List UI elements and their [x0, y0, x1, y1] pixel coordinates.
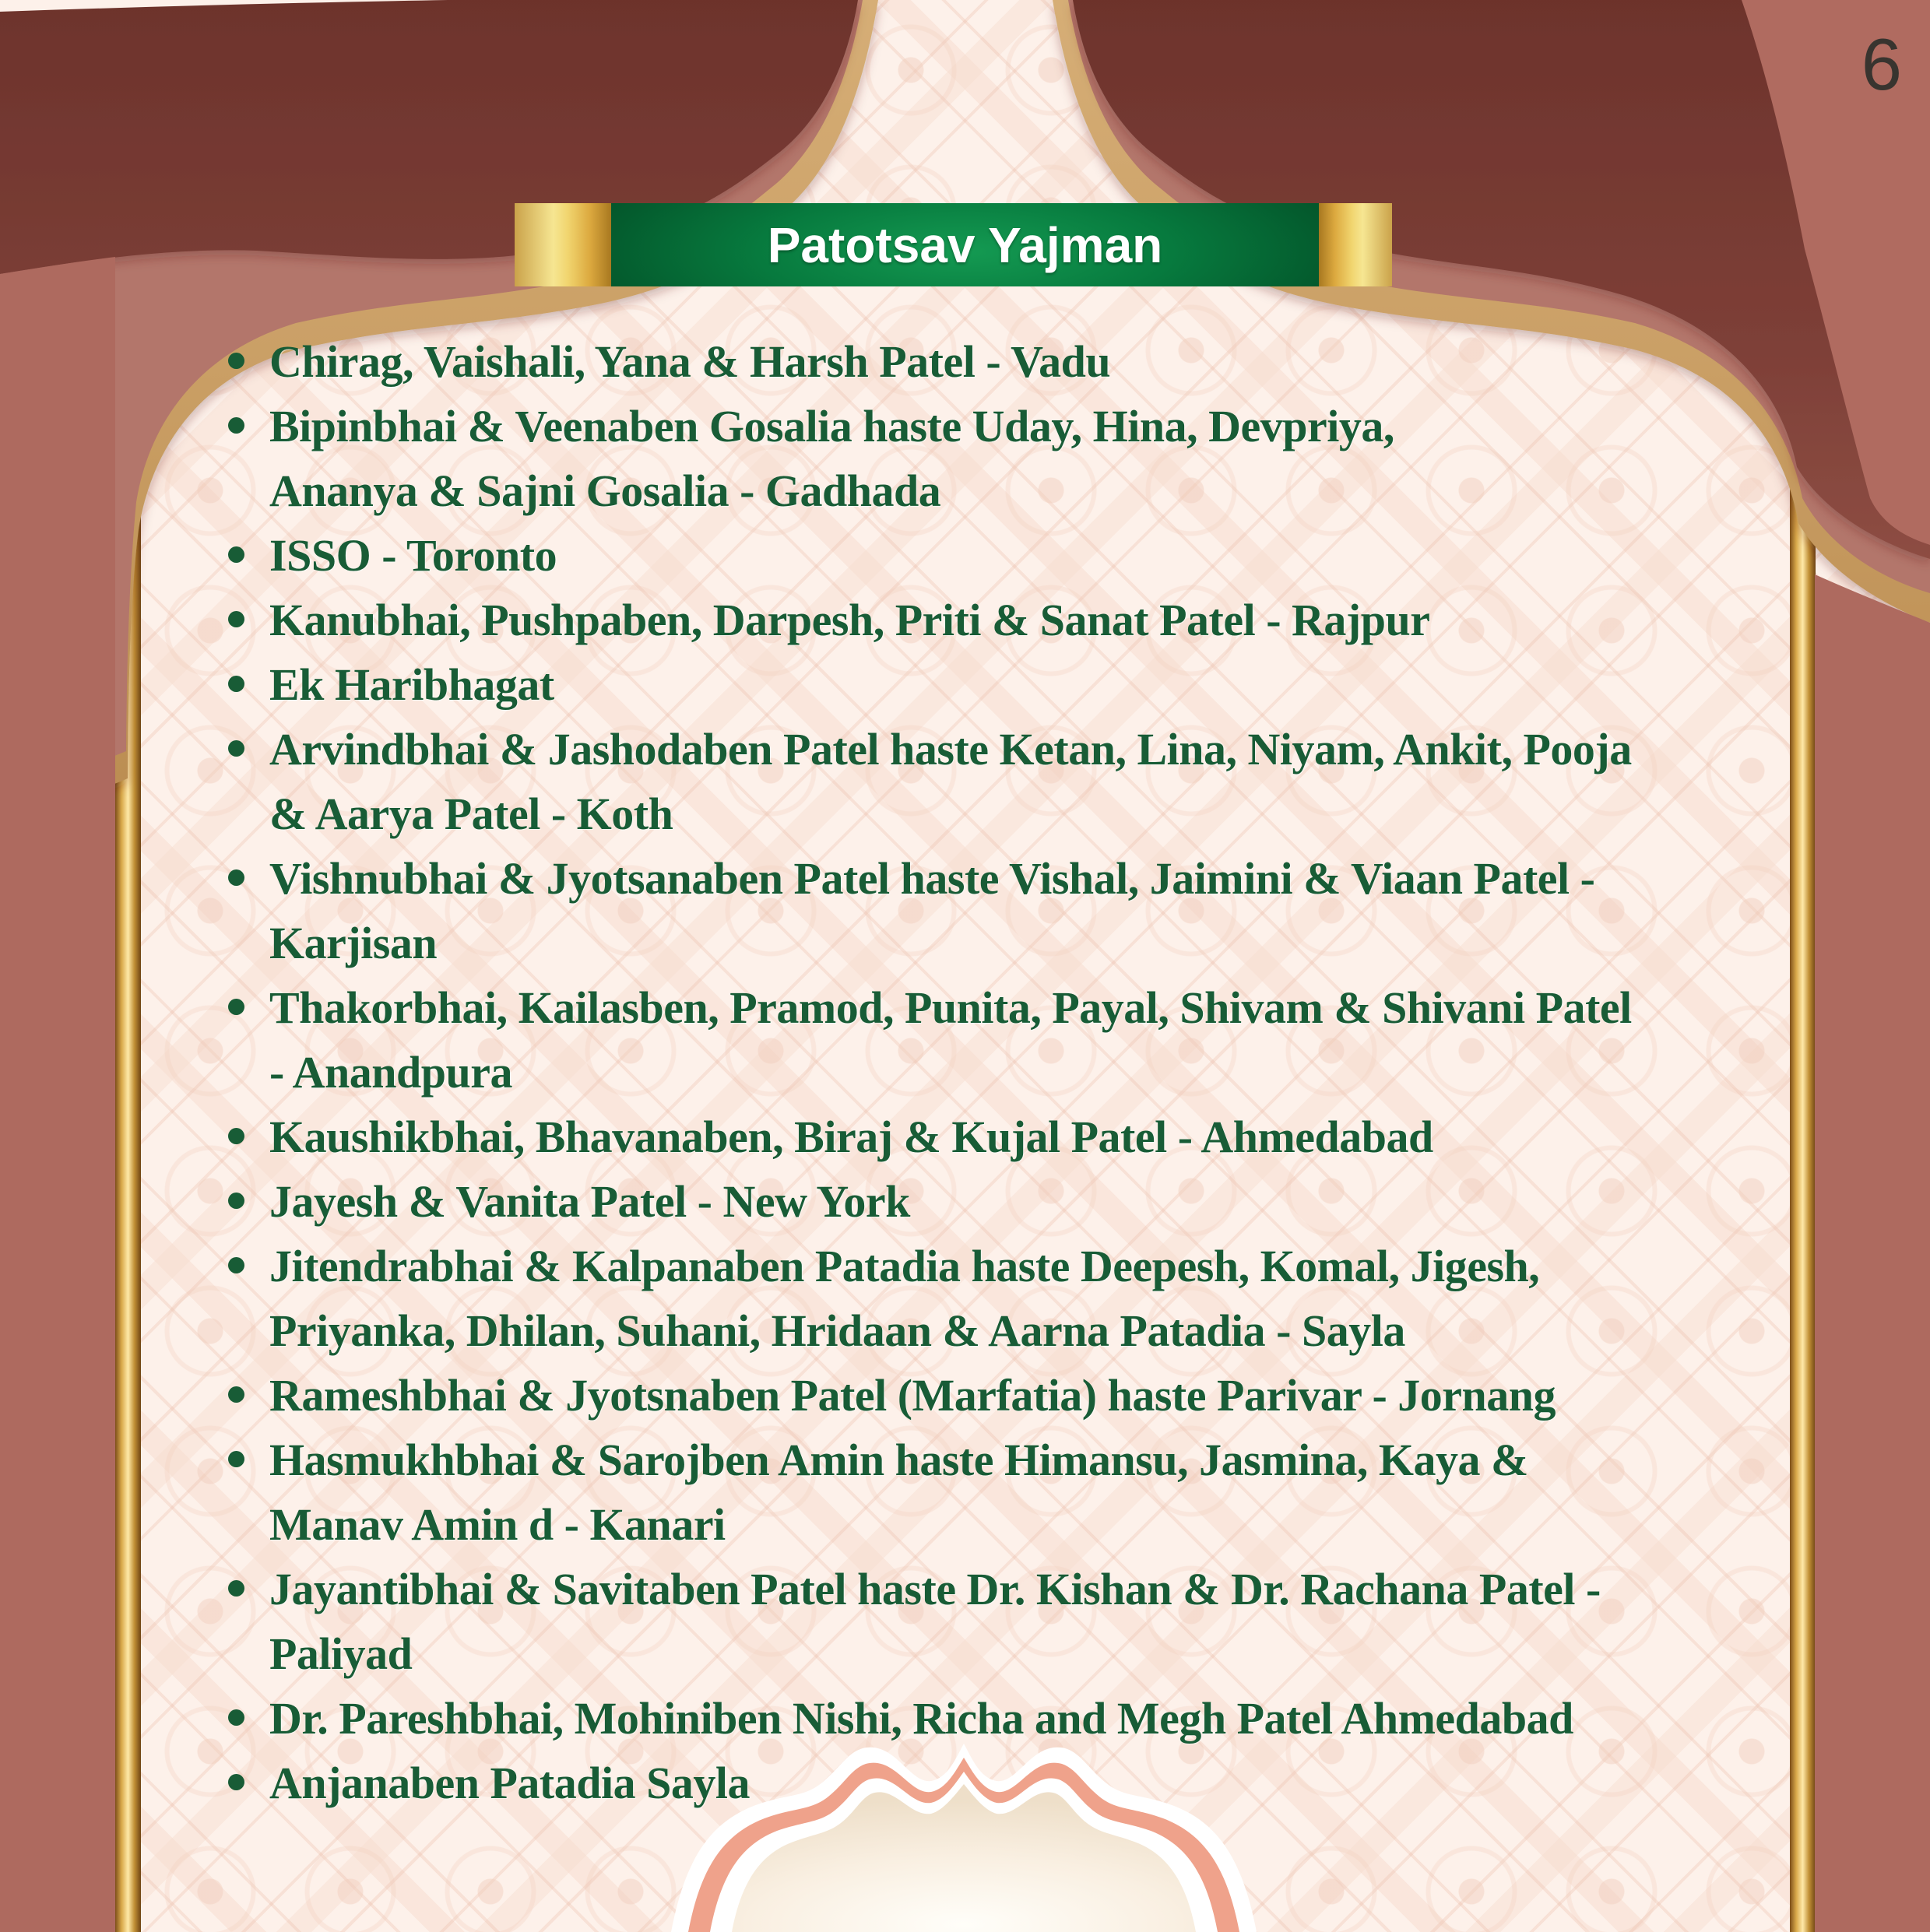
bullet-dot [228, 611, 244, 627]
list-item-line [228, 782, 1793, 846]
list-item-line [228, 523, 1793, 588]
list-item-text: Arvindbhai & Jashodaben Patel haste Ketan, Lina, Niyam, Ankit, Pooja [269, 724, 1632, 775]
list-item-text: Rameshbhai & Jyotsnaben Patel (Marfatia) haste Parivar - Jornang [269, 1370, 1556, 1421]
bullet-dot [228, 869, 244, 886]
list-item-text: Dr. Pareshbhai, Mohiniben Nishi, Richa and Megh Patel Ahmedabad [269, 1693, 1573, 1744]
list-item-line [228, 717, 1793, 782]
bullet-dot [228, 1128, 244, 1144]
list-item-text: Bipinbhai & Veenaben Gosalia haste Uday, Hina, Devpriya, [269, 401, 1394, 451]
bullet-dot [228, 999, 244, 1015]
list-item-text: Priyanka, Dhilan, Suhani, Hridaan & Aarna Patadia - Sayla [269, 1305, 1405, 1356]
list-item-text: Ek Haribhagat [269, 659, 554, 710]
list-item-text: Paliyad [269, 1628, 413, 1679]
list-item-text: Vishnubhai & Jyotsanaben Patel haste Vishal, Jaimini & Viaan Patel - [269, 853, 1595, 904]
mauve-side-strip-right [1815, 574, 1930, 1932]
list-item-text: - Anandpura [269, 1047, 513, 1098]
bullet-dot [228, 1386, 244, 1403]
gold-border-line-right [1790, 436, 1816, 1932]
list-item-line [228, 1557, 1793, 1621]
list-item-text: ISSO - Toronto [269, 530, 557, 581]
list-item-line [228, 1040, 1793, 1105]
list-item-text: Karjisan [269, 918, 438, 968]
list-item-text: Kaushikbhai, Bhavanaben, Biraj & Kujal Patel - Ahmedabad [269, 1112, 1433, 1162]
list-item-text: Jayantibhai & Savitaben Patel haste Dr. Kishan & Dr. Rachana Patel - [269, 1564, 1601, 1614]
page-title: Patotsav Yajman [767, 216, 1163, 273]
list-item-line [228, 1105, 1793, 1169]
list-item-line [228, 588, 1793, 652]
list-item-text: Chirag, Vaishali, Yana & Harsh Patel - Vadu [269, 336, 1111, 387]
list-item-text: Anjanaben Patadia Sayla [269, 1758, 750, 1808]
list-item-line [228, 1363, 1793, 1428]
banner-gold-tab-right [1319, 203, 1392, 286]
list-item-line [228, 1621, 1793, 1686]
list-item-line [228, 1492, 1793, 1557]
bullet-dot [228, 1580, 244, 1597]
list-item-line [228, 975, 1793, 1040]
bullet-dot [228, 1193, 244, 1209]
bullet-dot [228, 1709, 244, 1726]
list-item-line [228, 846, 1793, 911]
list-item-line [228, 1298, 1793, 1363]
bullet-dot [228, 1451, 244, 1467]
bullet-dot [228, 546, 244, 563]
bullet-dot [228, 353, 244, 369]
list-item-line [228, 1686, 1793, 1751]
list-item-line [228, 458, 1793, 523]
list-item-text: Hasmukhbhai & Sarojben Amin haste Himansu, Jasmina, Kaya & [269, 1435, 1528, 1485]
list-item-line [228, 394, 1793, 458]
list-item-text: Jitendrabhai & Kalpanaben Patadia haste Deepesh, Komal, Jigesh, [269, 1241, 1540, 1291]
list-item-line [228, 652, 1793, 717]
list-item-text: Ananya & Sajni Gosalia - Gadhada [269, 465, 941, 516]
yajman-list [228, 329, 1793, 1815]
title-banner [515, 203, 1392, 286]
banner-green-bar [611, 203, 1319, 286]
list-item-text: Kanubhai, Pushpaben, Darpesh, Priti & Sanat Patel - Rajpur [269, 595, 1430, 645]
mauve-side-strip-left [0, 257, 115, 1932]
list-item-text: Jayesh & Vanita Patel - New York [269, 1176, 910, 1227]
banner-gold-tab-left [515, 203, 611, 286]
bullet-dot [228, 417, 244, 434]
bullet-dot [228, 676, 244, 692]
list-item-text: Manav Amin d - Kanari [269, 1499, 726, 1550]
list-item-line [228, 1234, 1793, 1298]
list-item-line [228, 1169, 1793, 1234]
bullet-dot [228, 1774, 244, 1790]
list-item-line [228, 1428, 1793, 1492]
list-item-line [228, 1751, 1793, 1815]
bullet-dot [228, 1257, 244, 1273]
list-item-line [228, 329, 1793, 394]
list-item-text: & Aarya Patel - Koth [269, 789, 673, 839]
bullet-dot [228, 740, 244, 757]
list-item-line [228, 911, 1793, 975]
list-item-text: Thakorbhai, Kailasben, Pramod, Punita, Payal, Shivam & Shivani Patel [269, 982, 1632, 1033]
page-number: 6 [1861, 23, 1902, 105]
